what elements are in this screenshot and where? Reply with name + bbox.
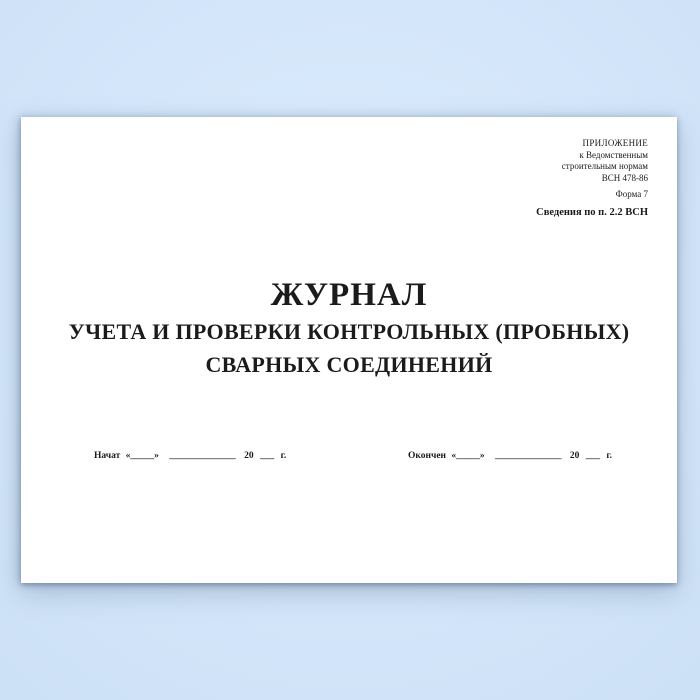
appendix-norm-number: ВСН 478-86 xyxy=(601,172,648,183)
finished-date-line xyxy=(408,449,612,463)
started-year-suffix: г. xyxy=(280,451,287,461)
document-title-sub-2: СВАРНЫХ СОЕДИНЕНИЙ xyxy=(205,352,493,377)
finished-month-blank: ______________ xyxy=(495,451,562,461)
appendix-line: строительным нормам xyxy=(561,161,648,171)
form-number: Форма 7 xyxy=(615,189,648,199)
document-title-block xyxy=(21,275,677,381)
document-title-main: ЖУРНАЛ xyxy=(270,277,428,313)
appendix-line: к Ведомственным xyxy=(579,149,648,160)
started-date-line xyxy=(94,449,286,463)
finished-day-blank: «_____» xyxy=(451,451,485,461)
appendix-block xyxy=(562,138,648,184)
finished-year-prefix: 20 xyxy=(569,451,580,461)
started-label: Начат xyxy=(94,451,121,461)
finished-year-blank: ___ xyxy=(585,451,601,461)
appendix-title: ПРИЛОЖЕНИЕ xyxy=(582,138,648,148)
reference-clause: Сведения по п. 2.2 ВСН xyxy=(536,207,648,218)
started-year-blank: ___ xyxy=(260,451,275,461)
document-title-sub-1: УЧЕТА И ПРОВЕРКИ КОНТРОЛЬНЫХ (ПРОБНЫХ) xyxy=(68,319,630,344)
finished-year-suffix: г. xyxy=(606,451,613,461)
started-day-blank: «_____» xyxy=(125,451,159,461)
finished-label: Окончен xyxy=(408,451,447,461)
started-year-prefix: 20 xyxy=(244,451,254,461)
document-page xyxy=(21,117,677,583)
started-month-blank: ______________ xyxy=(169,451,236,461)
